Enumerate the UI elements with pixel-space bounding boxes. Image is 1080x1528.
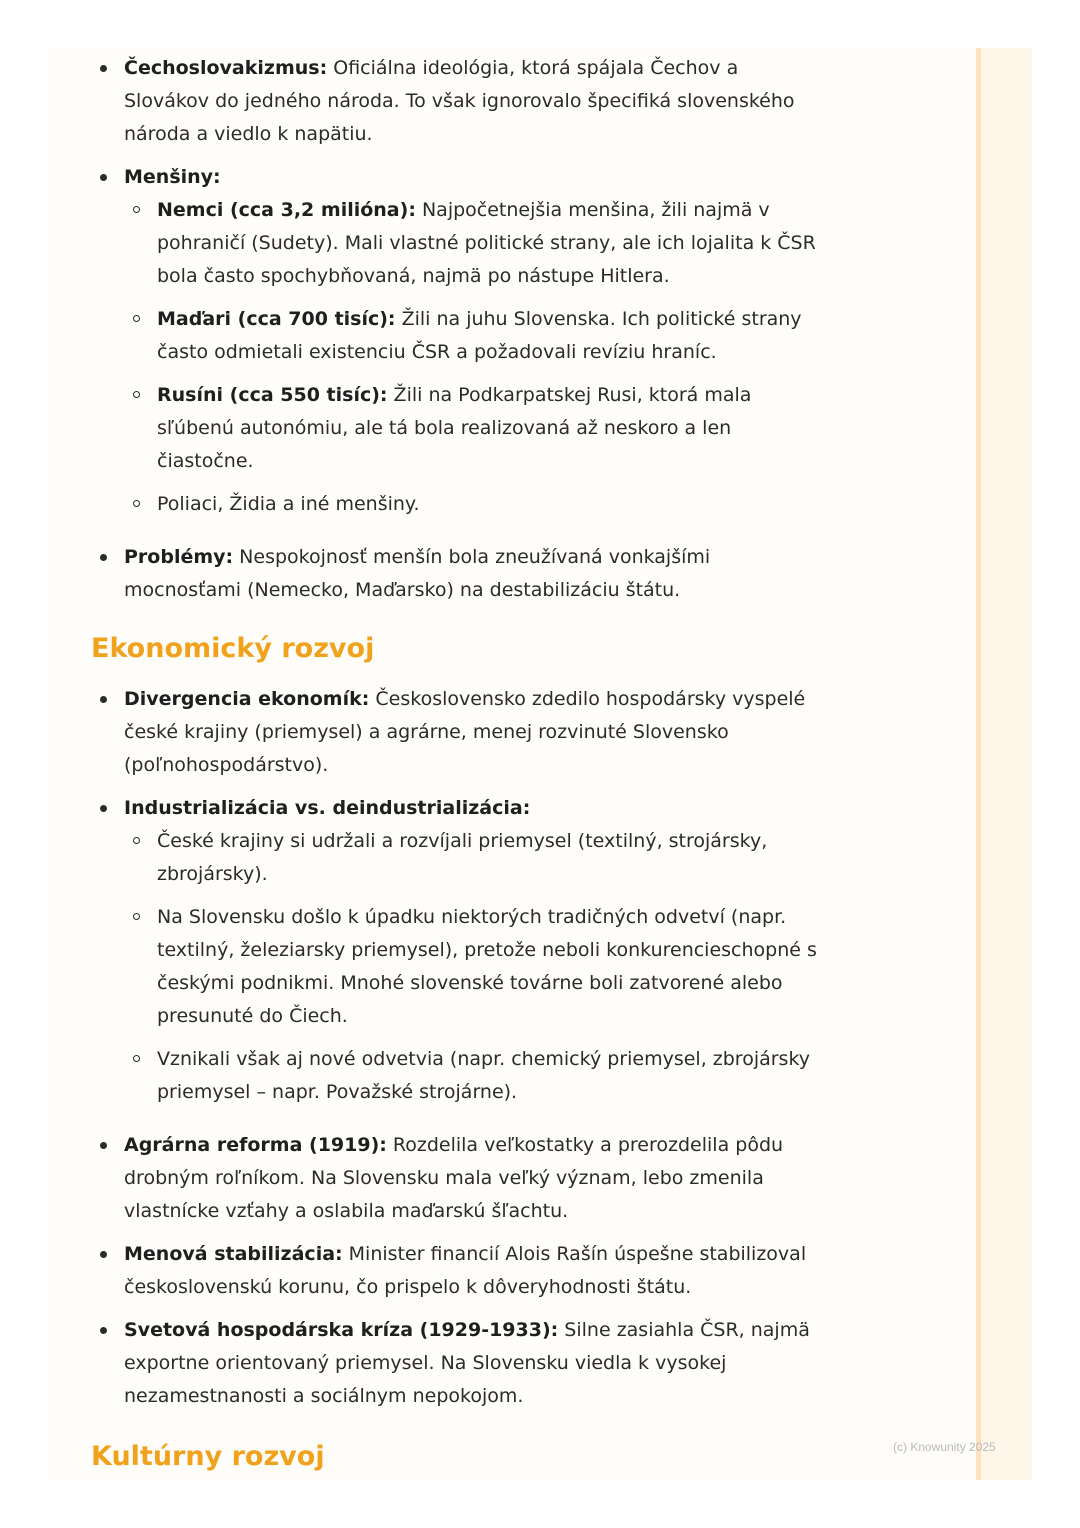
- list-item: [91, 1238, 821, 1304]
- list-item: [91, 161, 821, 521]
- sub-list-item: [124, 1043, 821, 1109]
- item-text: Rozdelila veľkostatky a prerozdelila pôdu drobným roľníkom. Na Slovensku mala veľký význam, lebo zmenila vlastnícke vzťahy a oslabila maďarskú šľachtu.: [124, 1134, 784, 1222]
- sub-list-item: [124, 194, 821, 293]
- item-term: Menová stabilizácia:: [124, 1243, 343, 1265]
- sub-list-item: [124, 303, 821, 369]
- item-term: Maďari (cca 700 tisíc):: [157, 308, 396, 330]
- side-line: [976, 48, 981, 1480]
- sub-list-item: [124, 901, 821, 1033]
- item-text: Žili na juhu Slovenska. Ich politické strany často odmietali existenciu ČSR a požadovali revíziu hraníc.: [157, 308, 802, 363]
- item-text: Na Slovensku došlo k úpadku niektorých tradičných odvetví (napr. textilný, železiarsky priemysel), pretože neboli konkurencieschopné s českými podnikmi. Mnohé slovenské továrne boli zatvorené alebo presunuté do Čiech.: [157, 906, 817, 1027]
- sub-list-item: [124, 379, 821, 478]
- item-text: Minister financií Alois Rašín úspešne stabilizoval československú korunu, čo prispelo k dôveryhodnosti štátu.: [124, 1243, 807, 1298]
- side-strip: [976, 48, 1032, 1480]
- section-heading-economic: Ekonomický rozvoj: [91, 633, 375, 664]
- item-term: Problémy:: [124, 546, 234, 568]
- item-text: Vznikali však aj nové odvetvia (napr. chemický priemysel, zbrojársky priemysel – napr. Považské strojárne).: [157, 1048, 811, 1103]
- copyright-text: (c) Knowunity 2025: [893, 1440, 996, 1454]
- item-term: Nemci (cca 3,2 milióna):: [157, 199, 416, 221]
- list-item: [91, 792, 821, 1109]
- item-term: Svetová hospodárska kríza (1929-1933):: [124, 1319, 559, 1341]
- ethnic-list: [91, 52, 821, 607]
- item-term: Menšiny:: [124, 166, 221, 188]
- item-text: Nespokojnosť menšín bola zneužívaná vonkajšími mocnosťami (Nemecko, Maďarsko) na destabilizáciu štátu.: [124, 546, 711, 601]
- item-text: České krajiny si udržali a rozvíjali priemysel (textilný, strojársky, zbrojársky).: [157, 830, 768, 885]
- economic-list: [91, 683, 821, 1413]
- item-text: Silne zasiahla ČSR, najmä exportne orientovaný priemysel. Na Slovensku viedla k vysokej nezamestnanosti a sociálnym nepokojom.: [124, 1319, 810, 1407]
- list-item: [91, 1129, 821, 1228]
- item-term: Divergencia ekonomík:: [124, 688, 370, 710]
- item-term: Čechoslovakizmus:: [124, 57, 328, 79]
- industry-list: [124, 825, 821, 1109]
- item-term: Rusíni (cca 550 tisíc):: [157, 384, 388, 406]
- list-item: [91, 683, 821, 782]
- item-term: Industrializácia vs. deindustrializácia:: [124, 797, 531, 819]
- list-item: [91, 52, 821, 151]
- item-text: Najpočetnejšia menšina, žili najmä v pohraničí (Sudety). Mali vlastné politické strany, ale ich lojalita k ČSR bola často spochybňovaná, najmä po nástupe Hitlera.: [157, 199, 816, 287]
- item-term: Agrárna reforma (1919):: [124, 1134, 387, 1156]
- minorities-list: [124, 194, 821, 521]
- sub-list-item: [124, 488, 821, 521]
- item-text: Poliaci, Židia a iné menšiny.: [157, 493, 420, 515]
- item-text: Československo zdedilo hospodársky vyspelé české krajiny (priemysel) a agrárne, menej rozvinuté Slovensko (poľnohospodárstvo).: [124, 688, 806, 776]
- section-heading-cultural: Kultúrny rozvoj: [91, 1441, 325, 1472]
- list-item: [91, 1314, 821, 1413]
- item-text: Žili na Podkarpatskej Rusi, ktorá mala sľúbenú autonómiu, ale tá bola realizovaná až neskoro a len čiastočne.: [157, 384, 752, 472]
- sub-list-item: [124, 825, 821, 891]
- item-text: Oficiálna ideológia, ktorá spájala Čechov a Slovákov do jedného národa. To však ignorovalo špecifiká slovenského národa a viedlo k napätiu.: [124, 57, 795, 145]
- document-content: [91, 52, 821, 1491]
- list-item: [91, 541, 821, 607]
